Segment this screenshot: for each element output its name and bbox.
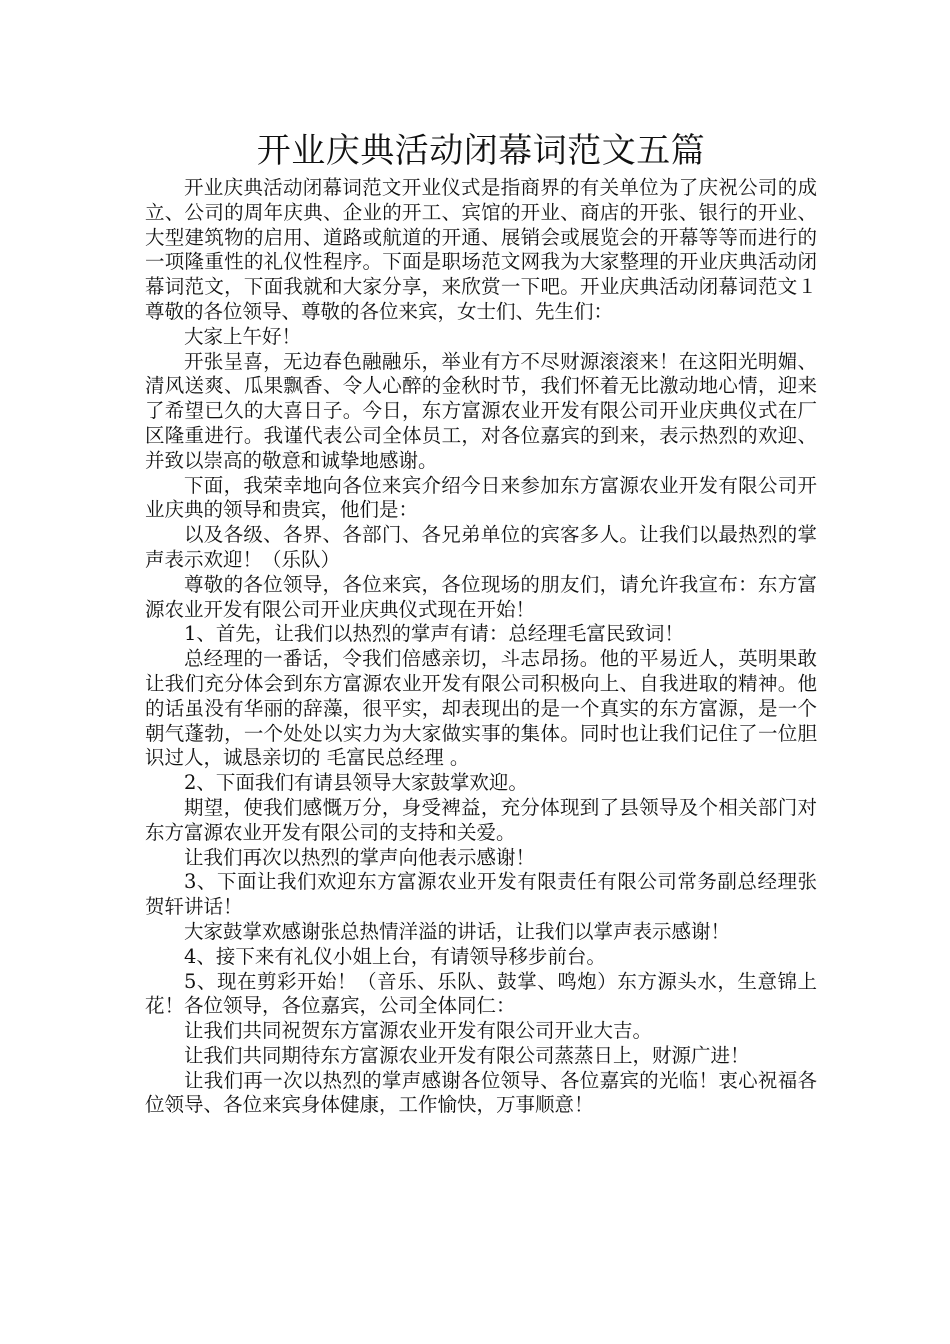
paragraph-item-5: 5、现在剪彩开始！（音乐、乐队、鼓掌、鸣炮）东方源头水，生意锦上花！各位领导，各位嘉宾，公司全体同仁： [145, 969, 817, 1018]
paragraph-prosperity: 让我们共同期待东方富源农业开发有限公司蒸蒸日上，财源广进！ [184, 1043, 750, 1067]
paragraph-welcome: 以及各级、各界、各部门、各兄弟单位的宾客多人。让我们以最热烈的掌声表示欢迎！（乐队） [145, 523, 817, 571]
document-body [145, 176, 817, 1118]
paragraph-item-3: 3、下面让我们欢迎东方富源农业开发有限责任有限公司常务副总经理张贺轩讲话！ [145, 870, 817, 919]
paragraph-county-support: 期望，使我们感慨万分，身受裨益，充分体现到了县领导及个相关部门对东方富源农业开发有限公司的支持和关爱。 [145, 795, 817, 844]
paragraph-manager-speech: 总经理的一番话，令我们倍感亲切，斗志昂扬。他的平易近人，英明果敢让我们充分体会到东方富源农业开发有限公司积极向上、自我进取的精神。他的话虽没有华丽的辞藻，很平实，却表现出的是一个真实的东方富源，是一个朝气蓬勃，一个处处以实力为大家做实事的集体。同时也让我们记住了一位胆识过人，诚恳亲切的 毛富民总经理 。 [145, 647, 817, 770]
paragraph-item-4: 4、接下来有礼仪小姐上台，有请领导移步前台。 [184, 944, 606, 968]
paragraph-opening: 开张呈喜，无边春色融融乐，举业有方不尽财源滚滚来！在这阳光明媚、清风送爽、瓜果飘香、令人心醉的金秋时节，我们怀着无比激动地心情，迎来了希望已久的大喜日子。今日，东方富源农业开发有限公司开业庆典仪式在厂区隆重进行。我谨代表公司全体员工，对各位嘉宾的到来，表示热烈的欢迎、并致以崇高的敬意和诚挚地感谢。 [145, 349, 817, 472]
document-title: 开业庆典活动闭幕词范文五篇 [256, 131, 706, 171]
paragraph-thanks: 让我们再次以热烈的掌声向他表示感谢！ [184, 845, 536, 869]
paragraph-greeting: 大家上午好！ [184, 324, 302, 348]
paragraph-guest-intro: 下面，我荣幸地向各位来宾介绍今日来参加东方富源农业开发有限公司开业庆典的领导和贵宾，他们是： [145, 473, 817, 522]
paragraph-congratulate: 让我们共同祝贺东方富源农业开发有限公司开业大吉。 [184, 1019, 653, 1043]
paragraph-intro: 开业庆典活动闭幕词范文开业仪式是指商界的有关单位为了庆祝公司的成立、公司的周年庆典、企业的开工、宾馆的开业、商店的开张、银行的开业、大型建筑物的启用、道路或航道的开通、展销会或展览会的开幕等等而进行的一项隆重性的礼仪性程序。下面是职场范文网我为大家整理的开业庆典活动闭幕词范文，下面我就和大家分享，来欣赏一下吧。开业庆典活动闭幕词范文１尊敬的各位领导、尊敬的各位来宾，女士们、先生们： [145, 176, 817, 323]
paragraph-item-2: 2、下面我们有请县领导大家鼓掌欢迎。 [184, 771, 528, 795]
document-page [145, 128, 817, 1118]
paragraph-item-1: 1、首先，让我们以热烈的掌声有请：总经理毛富民致词！ [184, 622, 684, 646]
paragraph-thanks-zhang: 大家鼓掌欢感谢张总热情洋溢的讲话，让我们以掌声表示感谢！ [184, 919, 731, 943]
paragraph-closing: 让我们再一次以热烈的掌声感谢各位领导、各位嘉宾的光临！衷心祝福各位领导、各位来宾身体健康，工作愉快，万事顺意！ [145, 1068, 817, 1117]
paragraph-announce: 尊敬的各位领导，各位来宾，各位现场的朋友们，请允许我宣布：东方富源农业开发有限公司开业庆典仪式现在开始！ [145, 572, 817, 621]
